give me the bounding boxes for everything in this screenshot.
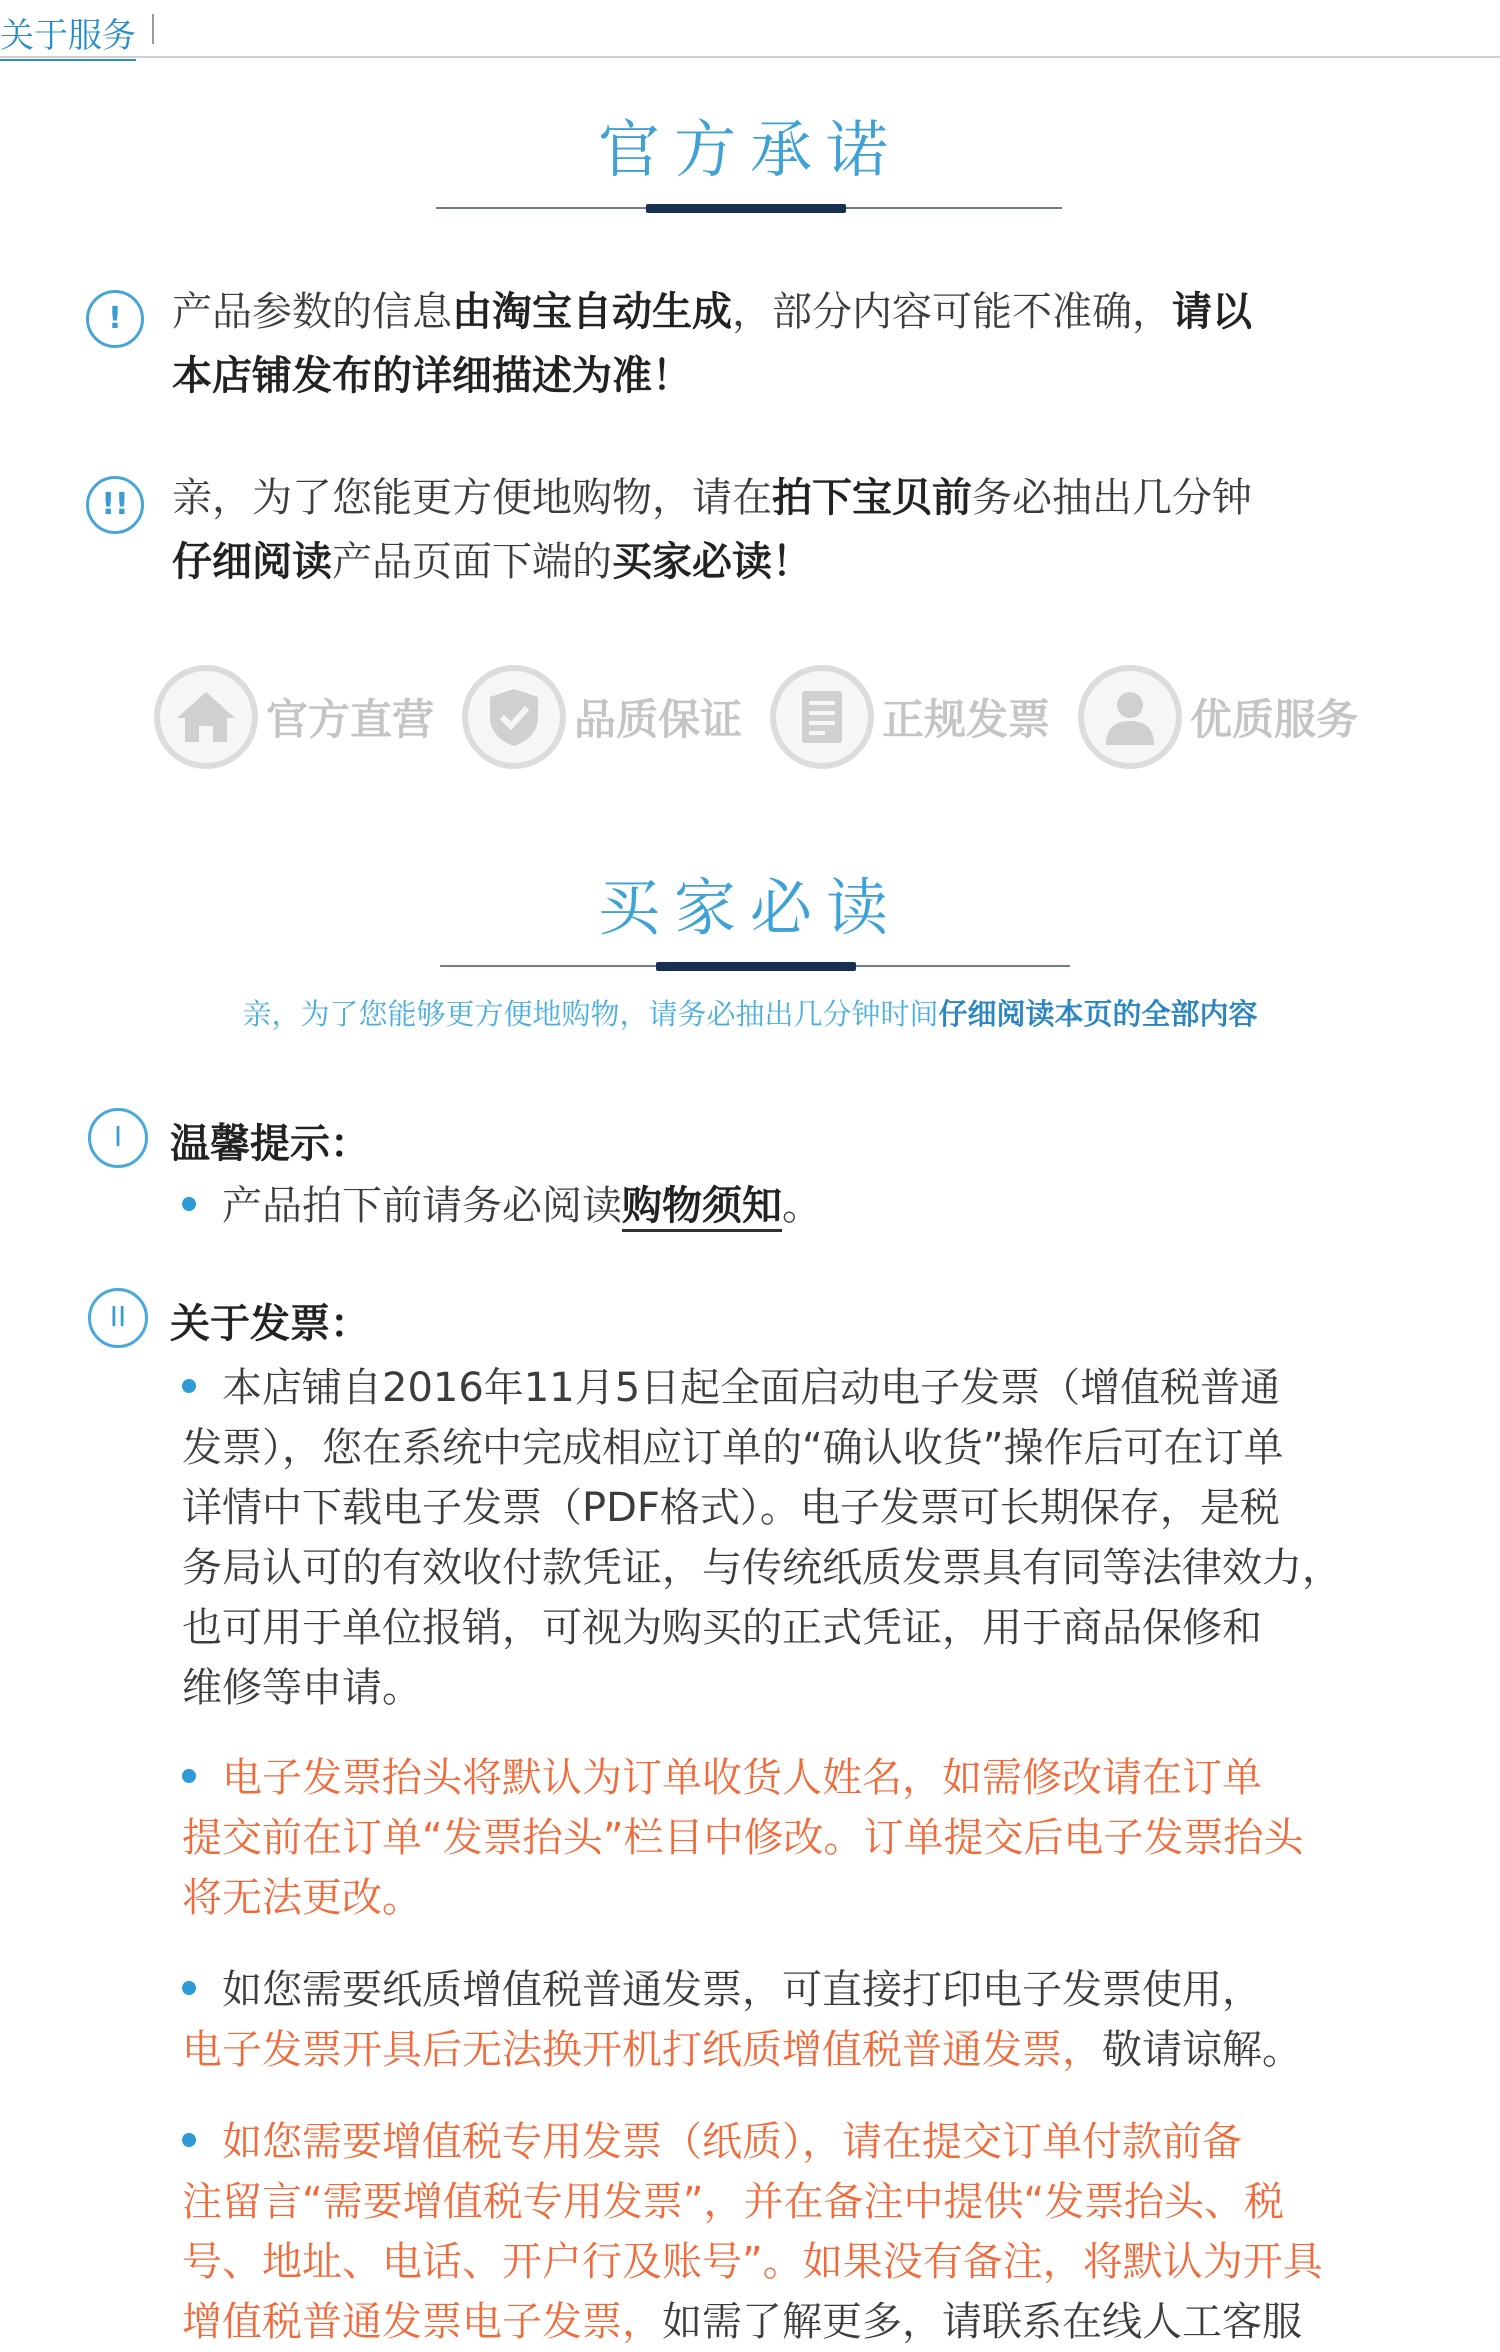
- tab-separator: [152, 14, 154, 44]
- invoice-para-vat-special: 如您需要增值税专用发票（纸质），请在提交订单付款前备 注留言“需要增值税专用发票”，并在备注中提供“发票抬头、税 号、地址、电话、开户行及账号”。如果没有备注，将默认为开具 增值税普通发票电子发票，如需了解更多，请联系在线人工客服: [182, 2119, 1323, 2345]
- tips-item: 产品拍下前请务必阅读购物须知。: [182, 1176, 1452, 1236]
- house-icon: [154, 665, 258, 769]
- invoice-para-title-default: 电子发票抬头将默认为订单收货人姓名，如需修改请在订单 提交前在订单“发票抬头”栏目中修改。订单提交后电子发票抬头 将无法更改。: [182, 1755, 1304, 1921]
- bullet-dot: [182, 1769, 196, 1783]
- tips-title: 温馨提示：: [170, 1121, 370, 1167]
- bullet-dot: [182, 2133, 196, 2147]
- promise-title: 官方承诺: [597, 113, 902, 186]
- top-tab-bar: [0, 0, 1500, 58]
- buyer-title: 买家必读: [597, 871, 902, 944]
- invoice-icon: [770, 665, 874, 769]
- notice-auto-generated: 产品参数的信息由淘宝自动生成，部分内容可能不准确，请以 本店铺发布的详细描述为准！: [172, 289, 1252, 399]
- person-icon: [1078, 665, 1182, 769]
- exclamation-icon: !: [86, 290, 144, 348]
- promise-title-bar: [646, 204, 846, 213]
- notice-read-before-buy: 亲，为了您能更方便地购物，请在拍下宝贝前务必抽出几分钟 仔细阅读产品页面下端的买家必读！: [172, 475, 1252, 585]
- invoice-title: 关于发票：: [170, 1301, 370, 1347]
- invoice-para-electronic: 本店铺自2016年11月5日起全面启动电子发票（增值税普通 发票），您在系统中完成相应订单的“确认收货”操作后可在订单 详情中下载电子发票（PDF格式）。电子发票可长期保存，是税 务局认可的有效收付款凭证，与传统纸质发票具有同等法律效力， 也可用于单位报销，可视为购买的正式凭证，用于商品保修和 维修等申请。: [182, 1365, 1342, 1711]
- roman-two-icon: II: [88, 1288, 148, 1348]
- tab-about-service[interactable]: 关于服务: [0, 8, 136, 61]
- shield-check-icon: [462, 665, 566, 769]
- bullet-dot: [182, 1981, 196, 1995]
- buyer-title-bar: [656, 962, 856, 971]
- roman-one-icon: I: [88, 1108, 148, 1168]
- double-exclamation-icon: !!: [86, 476, 144, 534]
- invoice-para-paper: 如您需要纸质增值税普通发票，可直接打印电子发票使用， 电子发票开具后无法换开机打纸质增值税普通发票，敬请谅解。: [182, 1967, 1302, 2073]
- bullet-dot: [182, 1379, 196, 1393]
- buyer-subline: 亲，为了您能够更方便地购物，请务必抽出几分钟时间仔细阅读本页的全部内容: [242, 997, 1258, 1031]
- shopping-notice-link[interactable]: 购物须知: [622, 1183, 782, 1232]
- bullet-dot: [182, 1197, 196, 1211]
